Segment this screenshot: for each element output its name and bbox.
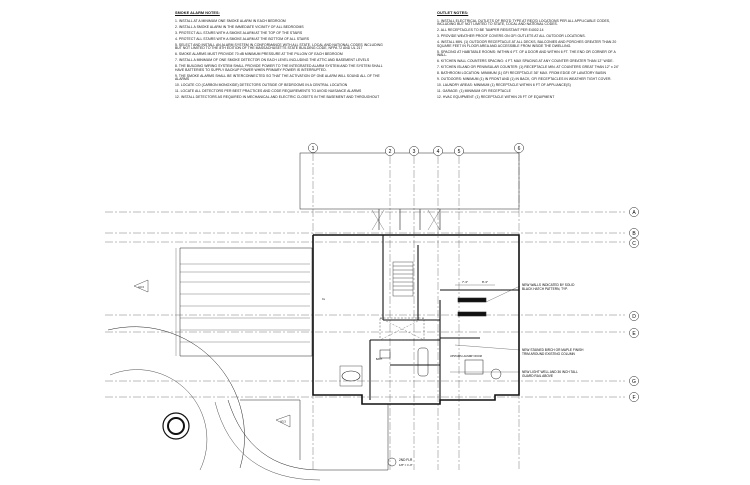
grid-bubble-2 <box>385 146 394 155</box>
section-tag-left <box>134 280 148 292</box>
smoke-note-item: 11. LOCATE ALL DETECTORS PER BEST PRACTICES AND CODE REQUIREMENTS TO AVOID NUISANCE ALARMS <box>175 89 362 94</box>
outlet-note-item: 9. OUTDOORS: MINIMUM (1) IN FRONT AND (1) IN BACK, GFI RECEPTACLES IN WEATHER TIGHT COVER. <box>437 77 612 82</box>
grid-bubble-1 <box>308 143 317 152</box>
grid-bubble-B <box>629 228 638 237</box>
room-label-closet: CL <box>322 298 326 301</box>
outlet-note-item: 11. GARAGE: (1) MINIMUM GFI RECEPTACLE <box>437 89 511 94</box>
new-birch-note: NEW STAINED BIRCH OR MAPLE FINISH TRIM AROUND EXISTING COLUMN <box>522 348 584 356</box>
svg-text:F: F <box>632 395 636 401</box>
svg-text:B: B <box>632 231 636 237</box>
smoke-note-item: 1. INSTALL AT A MINIMUM ONE SMOKE ALARM IN EACH BEDROOM <box>175 18 286 23</box>
interior-walls <box>370 235 519 400</box>
svg-text:1/8" = 1'-0": 1/8" = 1'-0" <box>399 463 413 467</box>
grid-bubble-3 <box>409 146 418 155</box>
grid-bubble-A <box>629 207 638 216</box>
room-label-laundry: UPSTAIRS LAUNDRY ROOM <box>450 355 482 358</box>
svg-text:2ND FLR: 2ND FLR <box>399 458 413 462</box>
svg-text:3: 3 <box>412 149 416 155</box>
new-light-well-note: NEW LIGHT WELL AND 36 INCH TALL GUARD RAIL ABOVE <box>522 370 578 378</box>
grid-bubble-E <box>629 328 638 337</box>
outlet-note-item: 5. SPACING AT HABITABLE ROOMS: WITHIN 6 FT. OF A DOOR AND WITHIN 6 FT. THE END OR CORNER OF A WALL. <box>437 49 616 58</box>
smoke-note-item: 5. SELECT AND INSTALL AN ALARM SYSTEM IN CONFORMANCE WITH ALL STATE, LOCAL AND NATIONAL CODES INCLUDING BUT NOT LIMITED TO THE 8TH EDITION OF THE MASSACHUSETTS STATE BUILDING CODE, NFPA 72 AND UL 217 <box>175 42 383 51</box>
smoke-note-item: 12. INSTALL DETECTORS AS REQUIRED IN MECHANICAL AND ELECTRIC CLOSETS IN THE BASEMENT AND THROUGHOUT <box>175 95 380 100</box>
outlet-note-item: 2. ALL RECEPTACLES TO BE TAMPER RESISTANT PER E4002.14 <box>437 28 544 33</box>
tub <box>418 348 428 376</box>
svg-text:1: 1 <box>311 146 315 152</box>
grid-bubble-G <box>629 376 638 385</box>
outlet-note-item: 4. INSTALL MIN. (1) OUTDOOR RECEPTACLE AT ALL DECKS, BALCONIES AND PORCHES GREATER THAN 20 SQUARE FEET IN FLOOR AREA AND ACCESSIBLE FROM INSIDE THE DWELLING. <box>437 40 617 48</box>
dimension-right: 8'-3" <box>482 280 488 284</box>
grid-bubble-4 <box>433 146 442 155</box>
vertical-grid-lines <box>313 153 519 470</box>
grid-bubble-D <box>629 311 638 320</box>
svg-text:A3.3: A3.3 <box>138 285 144 289</box>
bathtub <box>342 371 360 381</box>
smoke-note-item: 4. PROTECT ALL STAIRS WITH A SMOKE ALARM AT THE BOTTOM OF ALL STAIRS <box>175 36 310 41</box>
svg-text:G: G <box>632 379 636 385</box>
dimension-left: 7'-3" <box>462 280 468 284</box>
smoke-note-item: 10. LOCATE CO (CARBON MONOXIDE) DETECTORS OUTSIDE OF BEDROOMS IN A CENTRAL LOCATION <box>175 83 348 88</box>
new-wall-hatch <box>458 312 486 316</box>
grid-bubble-C <box>629 238 638 247</box>
smoke-note-item: 3. PROTECT ALL STAIRS WITH A SMOKE ALARM AT THE TOP OF THE STAIRS <box>175 30 303 35</box>
smoke-notes-title: SMOKE ALARM NOTES: <box>175 11 220 15</box>
stairs <box>393 262 413 296</box>
smoke-note-item: 6. SMOKE ALARMS MUST PROVIDE 70 dB MINIMUM PRESSURE AT THE PILLOW OF EACH BEDROOM <box>175 52 343 57</box>
plan-title <box>388 458 413 467</box>
outlet-note-item: 7. KITCHEN ISLAND OR PENINSULAR COUNTER: (1) RECEPTACLE MIN. AT COUNTERS GREAT THAN 12" x 24" <box>437 65 619 70</box>
room-label-bath: BATH <box>376 358 383 361</box>
outlet-note-item: 12. HVAC EQUIPMENT: (1) RECEPTACLE WITHIN 25 FT OF EQUIPMENT <box>437 95 555 100</box>
svg-text:A3.3: A3.3 <box>280 419 286 424</box>
svg-text:6: 6 <box>517 146 521 152</box>
svg-text:D: D <box>632 314 636 320</box>
smoke-note-item: 9. THE SMOKE ALARMS SHALL BE INTERCONNECTED SO THAT THE ACTIVATION OF ONE ALARM WILL SOUND ALL OF THE ALARMS <box>175 73 380 82</box>
outlet-note-item: 8. BATHROOM LOCATION: MINIMUM (1) GFI RECEPTACLE 36" MAX. FROM EDGE OF LAVATORY BASIN <box>437 71 606 76</box>
svg-text:2: 2 <box>388 149 392 155</box>
outlet-note-item: 6. KITCHEN WALL COUNTERS SPACING: 4 FT. MAX SPACING AT ANY COUNTER GREATER THAN 12" WIDE. <box>437 59 614 64</box>
svg-text:C: C <box>632 241 636 247</box>
new-walls-note: NEW WALLS INDICATED BY SOLID BLACK HATCH PATTERN, TYP. <box>522 283 575 291</box>
outlet-note-item: 3. PROVIDE WEATHER PROOF COVERS ON GFI OUTLETS AT ALL OUTDOOR LOCATIONS. <box>437 34 586 39</box>
outlet-notes-title: OUTLET NOTES: <box>437 11 469 15</box>
svg-text:5: 5 <box>457 149 461 155</box>
svg-text:4: 4 <box>436 149 440 155</box>
section-tag-bottom <box>276 415 290 427</box>
outlet-note-item: 1. INSTALL ELECTRICAL OUTLETS OF REQ'D TYPE AT REQ'D LOCATIONS PER ALL APPLICABLE CODES, INCLUDING BUT NOT LIMITED TO STATE, LOCAL AND NATIONAL CODES. <box>437 18 611 27</box>
grid-bubble-5 <box>454 146 463 155</box>
new-wall-hatch <box>458 298 486 302</box>
smoke-note-item: 2. INSTALL A SMOKE ALARM IN THE IMMEDIATE VICINITY OF ALL BEDROOMS <box>175 24 304 29</box>
outlet-note-item: 10. LAUNDRY AREAS: MINIMUM (1) RECEPTACLE WITHIN 6 FT OF APPLIANCE(S) <box>437 83 571 88</box>
smoke-note-item: 7. INSTALL A MINIMUM OF ONE SMOKE DETECTOR ON EACH LEVEL INCLUDING THE ATTIC AND BASEMENT LEVELS <box>175 58 370 63</box>
grid-bubble-F <box>629 392 638 401</box>
smoke-note-item: 8. THE BUILDING WIRING SYSTEM SHALL PROVIDE POWER TO THE INTEGRATED ALARM SYSTEM AND THE SYSTEM SHALL HAVE BATTERIES TO SUPPLY BACKUP POWER WHEN PRIMARY POWER IS INTERRUPTED. <box>175 64 383 72</box>
grid-bubble-6 <box>514 143 523 152</box>
svg-text:A: A <box>632 210 636 216</box>
column-circle <box>163 413 189 439</box>
column-circle-inner <box>168 418 184 434</box>
svg-text:E: E <box>632 331 636 337</box>
